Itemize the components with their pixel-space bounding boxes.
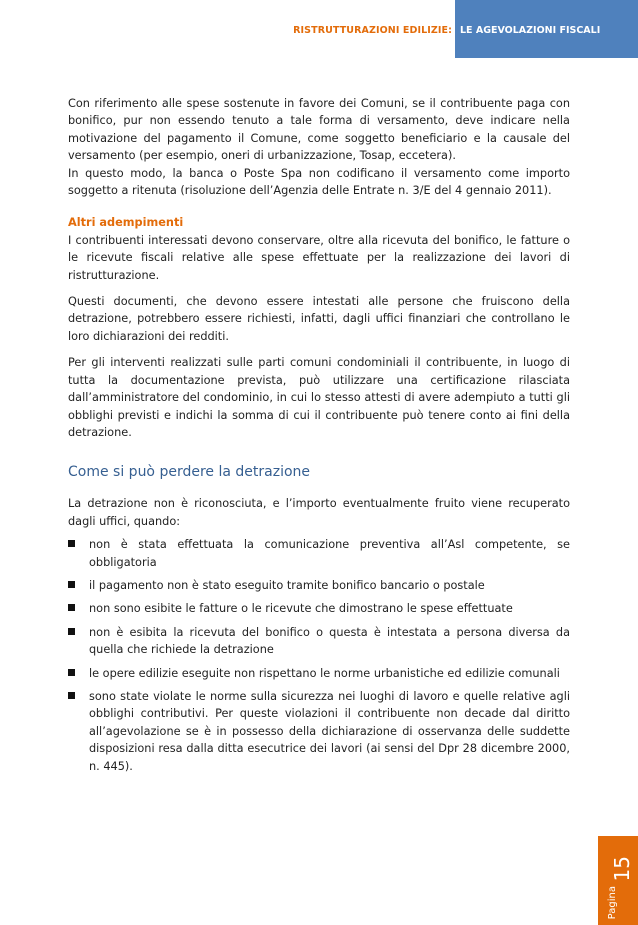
- conditions-list: [68, 536, 570, 775]
- header-title: LE AGEVOLAZIONI FISCALI: [460, 25, 601, 36]
- paragraph-ritenuta: In questo modo, la banca o Poste Spa non codificano il versamento come importo soggetto a ritenuta (risoluzione dell’Agenzia delle Entrate n. 3/E del 4 gennaio 2011).: [68, 166, 570, 198]
- list-item: [68, 536, 570, 571]
- square-bullet-icon: [68, 692, 75, 699]
- page-body: [68, 95, 570, 781]
- square-bullet-icon: [68, 628, 75, 635]
- square-bullet-icon: [68, 581, 75, 588]
- list-item: [68, 624, 570, 659]
- header-section-area: [0, 0, 455, 58]
- page-number: 15: [610, 855, 634, 881]
- list-item: [68, 577, 570, 594]
- list-item: [68, 688, 570, 775]
- list-item-text: non sono esibite le fatture o le ricevute che dimostrano le spese effettuate: [89, 602, 513, 616]
- paragraph-detrazione-intro: La detrazione non è riconosciuta, e l’importo eventualmente fruito viene recuperato dagli uffici, quando:: [68, 497, 570, 528]
- square-bullet-icon: [68, 669, 75, 676]
- page-number-tab: [598, 836, 638, 925]
- heading-perdere-detrazione: Come si può perdere la detrazione: [68, 464, 311, 481]
- page-label: Pagina: [607, 885, 618, 919]
- list-item-text: le opere edilizie eseguite non rispettano le norme urbanistiche ed edilizie comunali: [89, 666, 560, 680]
- paragraph-documenti: Questi documenti, che devono essere intestati alle persone che fruiscono della detrazione, potrebbero essere richiesti, infatti, dagli uffici finanziari che controllano le loro dichiarazioni dei redditi.: [68, 295, 570, 343]
- list-item-text: non è stata effettuata la comunicazione preventiva all’Asl competente, se obbligatoria: [89, 538, 570, 569]
- list-item: [68, 665, 570, 682]
- square-bullet-icon: [68, 540, 75, 547]
- paragraph-comuni: Con riferimento alle spese sostenute in favore dei Comuni, se il contribuente paga con bonifico, pur non essendo tenuto a tale forma di versamento, deve indicare nella motivazione del pagamento il Comune, come soggetto beneficiario e la causale del versamento (per esempio, oneri di urbanizzazione, Tosap, eccetera).: [68, 97, 570, 163]
- list-item-text: sono state violate le norme sulla sicurezza nei luoghi di lavoro e quelle relative agli obblighi contributivi. Per queste violazioni il contribuente non decade dal diritto all’agevolazione se è in possesso della dichiarazione di osservanza delle suddette disposizioni resa dalla ditta esecutrice dei lavori (ai sensi del Dpr 28 dicembre 2000, n. 445).: [89, 689, 570, 773]
- paragraph-condominio: Per gli interventi realizzati sulle parti comuni condominiali il contribuente, in luogo di tutta la documentazione prevista, può utilizzare una certificazione rilasciata dall’amministratore del condominio, in cui lo stesso attesti di avere adempiuto a tutti gli obblighi previsti e indichi la somma di cui il contribuente può tenere conto ai fini della detrazione.: [68, 356, 570, 439]
- heading-altri-adempimenti: Altri adempimenti: [68, 216, 184, 230]
- header-section-label: RISTRUTTURAZIONI EDILIZIE:: [293, 25, 452, 36]
- page-header: [0, 0, 638, 58]
- header-title-band: [455, 0, 638, 58]
- paragraph-altri-adempimenti: I contribuenti interessati devono conservare, oltre alla ricevuta del bonifico, le fatture o le ricevute fiscali relative alle spese effettuate per la realizzazione dei lavori di ristrutturazione.: [68, 233, 570, 282]
- square-bullet-icon: [68, 604, 75, 611]
- list-item-text: non è esibita la ricevuta del bonifico o questa è intestata a persona diversa da quella che richiede la detrazione: [89, 625, 570, 657]
- list-item-text: il pagamento non è stato eseguito tramite bonifico bancario o postale: [89, 578, 485, 592]
- list-item: [68, 600, 570, 617]
